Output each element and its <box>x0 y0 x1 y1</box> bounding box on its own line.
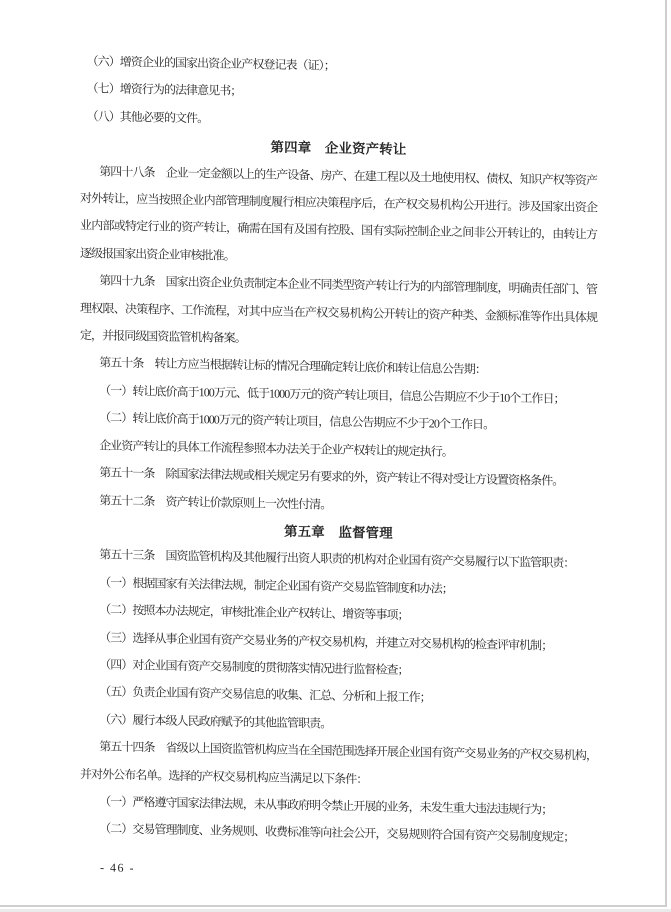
text-block: 第五十一条 除国家法律法规或相关规定另有要求的外，资产转让不得对受让方设置资格条件。 <box>99 465 564 488</box>
document-body <box>80 48 597 876</box>
text-block: （一）转让底价高于100万元、低于1000万元的资产转让项目，信息公告期应不少于10个工作日； <box>99 383 565 406</box>
text-block: （二）转让底价高于1000万元的资产转让项目，信息公告期应不少于20个工作日。 <box>99 410 495 432</box>
text-block: （一）根据国家有关法律法规，制定企业国有资产交易监管制度和办法； <box>99 575 453 596</box>
page-number: - 46 - <box>100 860 135 876</box>
text-block: （六）增资企业的国家出资企业产权登记表（证）； <box>86 54 335 73</box>
text-block: 第五十二条 资产转让价款原则上一次性付清。 <box>99 492 332 512</box>
text-block: （二）交易管理制度、业务规则、收费标准等向社会公开，交易规则符合国有资产交易制度规定； <box>99 821 575 845</box>
page-right-edge-line <box>665 0 667 907</box>
text-block: 第五十三条 国资监管机构及其他履行出资人职责的机构对企业国有资产交易履行以下监管职责： <box>99 547 575 571</box>
text-block: 企业资产转让的具体工作流程参照本办法关于企业产权转让的规定执行。 <box>99 438 453 459</box>
text-block: 第四十九条 国家出资企业负责制定本企业不同类型资产转让行为的内部管理制度，明确责任部门、管理权限、决策程序、工作流程，对其中应当在产权交易机构公开转让的资产种类、金额标准等作出具体规定，并报同级国资监管机构备案。 <box>80 273 597 346</box>
text-block: （六）履行本级人民政府赋予的其他监管职责。 <box>99 712 332 731</box>
text-block: 第五十条 转让方应当根据转让标的情况合理确定转让底价和转让信息公告期： <box>99 355 486 377</box>
text-block: （七）增资行为的法律意见书； <box>86 81 242 99</box>
text-block: （五）负责企业国有资产交易信息的收集、汇总、分析和上报工作； <box>99 684 431 705</box>
chapter-heading: 第五章 监督管理 <box>284 523 393 541</box>
page-bottom-edge-line <box>0 905 667 907</box>
text-block: （八）其他必要的文件。 <box>86 108 209 126</box>
text-block: （二）按照本办法规定，审核批准企业产权转让、增资等事项； <box>99 602 409 623</box>
text-block: （三）选择从事企业国有资产交易业务的产权交易机构，并建立对交易机构的检查评审机制； <box>99 629 553 653</box>
text-block: 第四十八条 企业一定金额以上的生产设备、房产、在建工程以及土地使用权、债权、知识产权等资产对外转让，应当按照企业内部管理制度履行相应决策程序后，在产权交易机构公开进行。涉及国家出资企业内部或特定行业的资产转让，确需在国有及国有控股、国有实际控制企业之间非公开转让的，由转让方逐级报国家出资企业审核批准。 <box>80 163 597 263</box>
text-block: （四）对企业国有资产交易制度的贯彻落实情况进行监督检查； <box>99 657 409 677</box>
text-block: 第五十四条 省级以上国资监管机构应当在全国范围选择开展企业国有资产交易业务的产权交易机构，并对外公布名单。选择的产权交易机构应当满足以下条件： <box>80 739 597 786</box>
text-block: （一）严格遵守国家法律法规，未从事政府明令禁止开展的业务，未发生重大违法违规行为； <box>99 794 553 817</box>
chapter-heading: 第四章 企业资产转让 <box>270 139 407 158</box>
